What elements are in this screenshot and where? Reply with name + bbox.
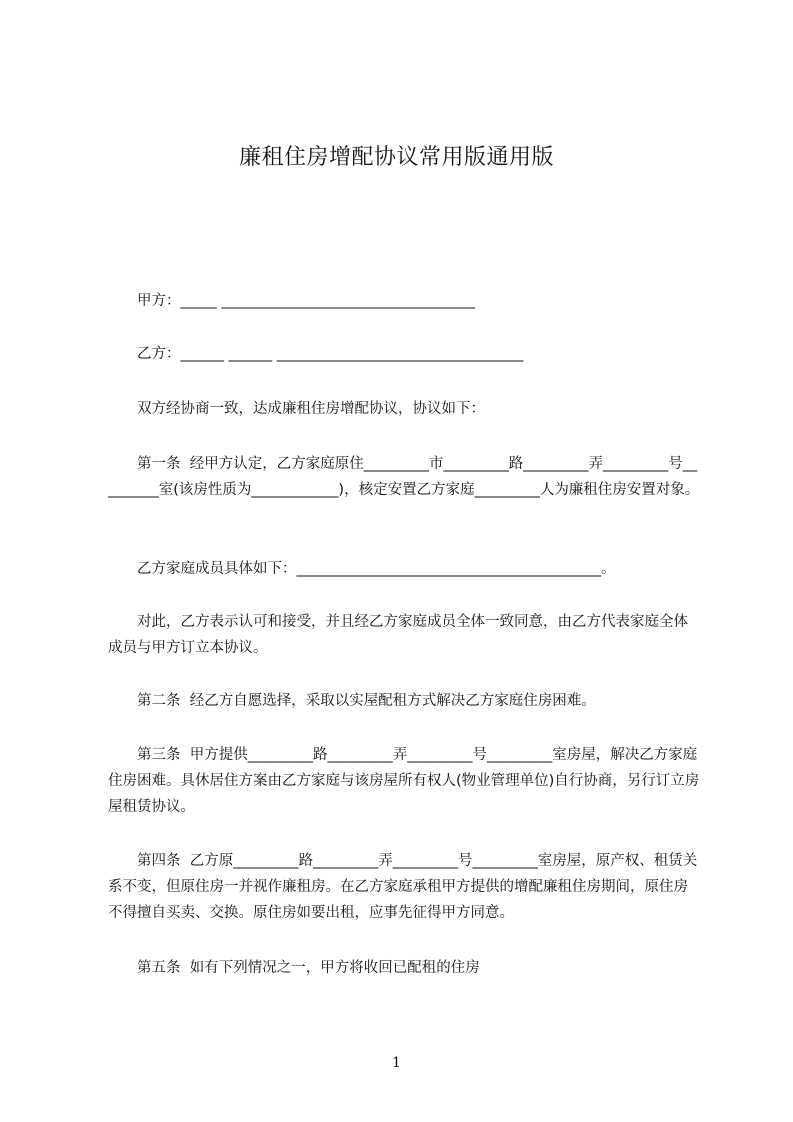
document-title: 廉租住房增配协议常用版通用版: [238, 145, 554, 170]
article-3-paragraph: 第三条 甲方提供_________路_________弄_________号_________室房屋，解决乙方家庭住房困难。具休居住方案由乙方家庭与该房屋所有权人(物业管理单位)自行协商，另行订立房屋租赁协议。: [108, 747, 700, 815]
acceptance-paragraph: 对此，乙方表示认可和接受，并且经乙方家庭成员全体一致同意，由乙方代表家庭全体成员与甲方订立本协议。: [108, 614, 688, 656]
article-5-paragraph: 第五条 如有下列情况之一，甲方将收回已配租的住房: [137, 960, 480, 976]
family-members-paragraph: 乙方家庭成员具体如下：__________________________________________。: [137, 561, 616, 577]
article-2-paragraph: 第二条 经乙方自愿选择，采取以实屋配租方式解决乙方家庭住房困难。: [137, 693, 596, 709]
page-number: 1: [392, 1055, 401, 1071]
article-4-paragraph: 第四条 乙方原_________路_________弄_________号_________室房屋，原产权、租赁关系不变，但原住房一并视作廉租房。在乙方家庭承租甲方提供的增配廉租住房期间，原住房不得擅自买卖、交换。原住房如要出租，应事先征得甲方同意。: [108, 853, 698, 921]
party-a-line: 甲方：_____ ___________________________________: [137, 293, 476, 309]
intro-paragraph: 双方经协商一致，达成廉租住房增配协议，协议如下：: [137, 401, 485, 417]
article-1-paragraph: 第一条 经甲方认定，乙方家庭原住_________市_________路_________弄_________号_________室(该房性质为____________)，核定安置乙方家庭_________人为廉租住房安置对象。: [108, 456, 700, 498]
party-b-line: 乙方：______ ______ __________________________________: [137, 346, 524, 362]
